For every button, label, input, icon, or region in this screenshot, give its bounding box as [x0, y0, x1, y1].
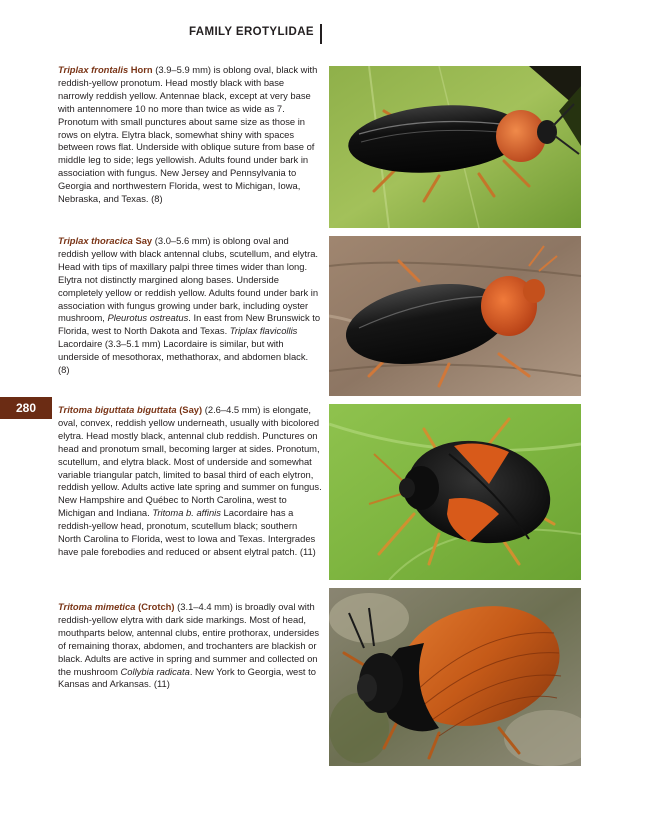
- species-entry: [58, 235, 322, 377]
- species-description: (3.0–5.6 mm) is oblong oval and reddish yellow with black antennal clubs, scutellum, and elytra. Head with tips of maxillary palpi three times wider than long. Elytra not distinctly margined along bases. Underside completely yellow or reddish yellow. Adults found under bark in association with fungus growing under bark, including oyster mushroom,: [58, 235, 319, 324]
- species-description: . In east from New Brunswick to Florida, west to North Dakota and Texas.: [58, 312, 321, 337]
- species-author: Say: [135, 235, 153, 246]
- beetle-photo-4: [329, 588, 581, 766]
- species-entry: [58, 404, 322, 559]
- species-description: (2.6–4.5 mm) is elongate, oval, convex, reddish yellow underneath, usually with bicolored elytra. Head mostly black, antennal club reddish. Punctures on head and pronotum small, becoming larger at sides. Pronotum, scutellum, and elytra black. Most of underside and somewhat variable triangular patch, limited to basal third of each elytron, reddish yellow. Adults active late spring and summer on fungus. New Hampshire and Québec to North Carolina, west to Michigan and Indiana.: [58, 404, 322, 519]
- running-header: [0, 24, 650, 44]
- species-name: Triplax thoracica: [58, 235, 133, 246]
- italic-name: Pleurotus ostreatus: [107, 312, 189, 324]
- species-entry: [58, 601, 322, 691]
- italic-name: Tritoma b. affinis: [152, 507, 221, 519]
- beetle-illustration: [329, 588, 581, 766]
- species-description: Lacordaire has a reddish-yellow head, pronotum, scutellum black; southern North Carolina to Florida, west to Iowa and Texas. Intergrades have pale forebodies and reduced or absent elytral patch. (11): [58, 507, 316, 557]
- page-number-tab: [0, 397, 52, 419]
- species-description: (3.9–5.9 mm) is oblong oval, black with reddish-yellow pronotum. Head mostly black with base narrowly reddish yellow. Antennae black, except at very base with antennomere 10 no more than twice as wide as 7. Pronotum with small punctures about same size as those in rows on elytra. Elytra black, somewhat shiny with spaces between rows flat. Underside with oblique suture from base of middle leg to side; legs yellowish. Adults found under bark in association with fungus. New Jersey and Pennsylvania to Georgia and northwestern Florida, west to Michigan, Iowa, Nebraska, and Texas. (8): [58, 64, 318, 205]
- species-description: (3.1–4.4 mm) is broadly oval with reddish-yellow elytra with dark side markings. Most of head, mouthparts below, antennal clubs, entire prothorax, undersides of remaining thorax, abdomen, and trochanters are blackish or black. Adults are active in spring and summer and collected on the mushroom: [58, 601, 320, 677]
- species-description: Lacordaire (3.3–5.1 mm) Lacordaire is similar, but with underside of mesothorax, methathorax, and abdomen black. (8): [58, 338, 309, 376]
- header-title: FAMILY EROTYLIDAE: [188, 26, 314, 38]
- beetle-illustration: [329, 66, 581, 228]
- beetle-illustration: [329, 236, 581, 396]
- species-entry: [58, 64, 322, 206]
- beetle-illustration: [329, 404, 581, 580]
- beetle-photo-1: [329, 66, 581, 228]
- species-name: Triplax frontalis: [58, 64, 129, 75]
- italic-name: Collybia radicata: [120, 665, 190, 677]
- species-author: (Crotch): [138, 601, 175, 612]
- italic-name: Triplax flavicollis: [229, 325, 298, 337]
- species-author: Horn: [130, 64, 153, 75]
- species-name: Tritoma biguttata biguttata: [58, 404, 177, 415]
- beetle-photo-2: [329, 236, 581, 396]
- species-name: Tritoma mimetica: [58, 601, 136, 612]
- beetle-photo-3: [329, 404, 581, 580]
- species-author: (Say): [179, 404, 203, 415]
- page-number: 280: [15, 401, 37, 415]
- species-description: . New York to Georgia, west to Kansas and Arkansas. (11): [58, 665, 316, 690]
- header-divider: [320, 24, 322, 44]
